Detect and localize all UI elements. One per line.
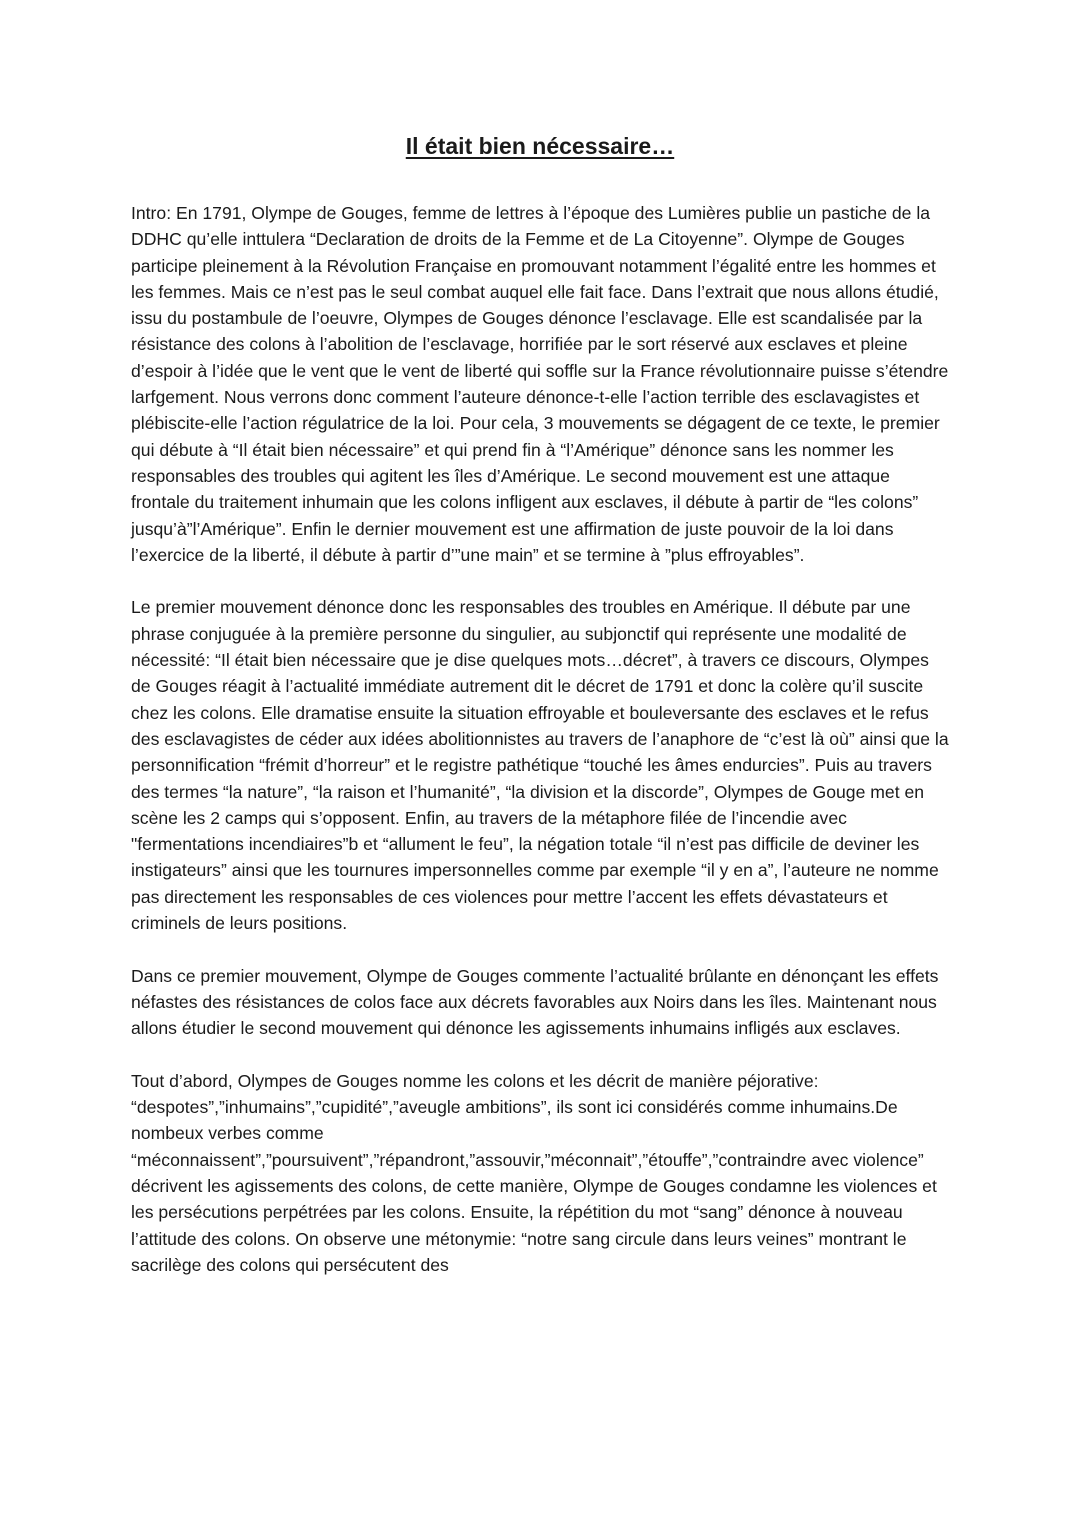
paragraph-transition: Dans ce premier mouvement, Olympe de Gouges commente l’actualité brûlante en dénonçant les effets néfastes des résistances de colos face aux décrets favorables aux Noirs dans les îles. Maintenant nous allons étudier le second mouvement qui dénonce les agissements inhumains infligés aux esclaves.	[131, 965, 939, 1039]
paragraph-second-movement: Tout d’abord, Olympes de Gouges nomme les colons et les décrit de manière péjorative: “despotes”,”inhumains”,”cupidité”,”aveugle ambitions”, ils sont ici considérés comme inhumains.De nombeux verbes comme “méconnaissent”,”poursuivent”,”répandront,”assouvir,”méconnait”,”étouffe”,”contraindre avec violence” décrivent les agissements des colons, de cette manière, Olympe de Gouges condamne les violences et les persécutions perpétrées par les colons. Ensuite, la répétition du mot “sang” dénonce à nouveau l’attitude des colons. On observe une métonymie: “notre sang circule dans leurs veines” montrant le sacrilège des colons qui persécutent des	[131, 1070, 937, 1275]
paragraph-intro: Intro: En 1791, Olympe de Gouges, femme de lettres à l’époque des Lumières publie un pastiche de la DDHC qu’elle inttulera “Declaration de droits de la Femme et de La Citoyenne”. Olympe de Gouges participe pleinement à la Révolution Française en promouvant notamment l’égalité entre les hommes et les femmes. Mais ce n’est pas le seul combat auquel elle fait face. Dans l’extrait que nous allons étudié, issu du postambule de l’oeuvre, Olympes de Gouges dénonce l’esclavage. Elle est scandalisée par la résistance des colons à l’abolition de l’esclavage, horrifiée par le sort réservé aux esclaves et pleine d’espoir à l’idée que le vent que le vent de liberté qui soffle sur la France révolutionnaire puisse s’étendre larfgement. Nous verrons donc comment l’auteure dénonce-t-elle l’action terrible des esclavagistes et plébiscite-elle l’action régulatrice de la loi. Pour cela, 3 mouvements se dégagent de ce texte, le premier qui débute à “Il était bien nécessaire” et qui prend fin à “l’Amérique” dénonce sans les nommer les responsables des troubles qui agitent les îles d’Amérique. Le second mouvement est une attaque frontale du traitement inhumain que les colons infligent aux esclaves, il débute à partir de “les colons” jusqu’à”l’Amérique”. Enfin le dernier mouvement est une affirmation de juste pouvoir de la loi dans l’exercice de la liberté, il débute à partir d’”une main” et se termine à ”plus effroyables”.	[131, 203, 949, 565]
paragraph-first-movement: Le premier mouvement dénonce donc les responsables des troubles en Amérique. Il débute par une phrase conjuguée à la première personne du singulier, au subjonctif qui représente une modalité de nécessité: “Il était bien nécessaire que je dise quelques mots…décret”, à travers ce discours, Olympes de Gouges réagit à l’actualité immédiate autrement dit le décret de 1791 et donc la colère qu’il suscite chez les colons. Elle dramatise ensuite la situation effroyable et bouleversante des esclaves et le refus des esclavagistes de céder aux idées abolitionnistes au travers de l’anaphore de “c’est là où” ainsi que la personnification “frémit d’horreur” et le registre pathétique “touché les âmes endurcies”. Puis au travers des termes “la nature”, “la raison et l’humanité”, “la division et la discorde”, Olympes de Gouge met en scène les 2 camps qui s’opposent. Enfin, au travers de la métaphore filée de l’incendie avec "fermentations incendiaires”b et “allument le feu”, la négation totale “il n’est pas difficile de deviner les instigateurs” ainsi que les tournures impersonnelles comme par exemple “il y en a”, l’auteure ne nomme pas directement les responsables de ces violences pour mettre l’accent les effets dévastateurs et criminels de leurs positions.	[131, 597, 949, 934]
document-title: Il était bien nécessaire…	[405, 133, 675, 159]
document-body	[131, 200, 949, 1304]
